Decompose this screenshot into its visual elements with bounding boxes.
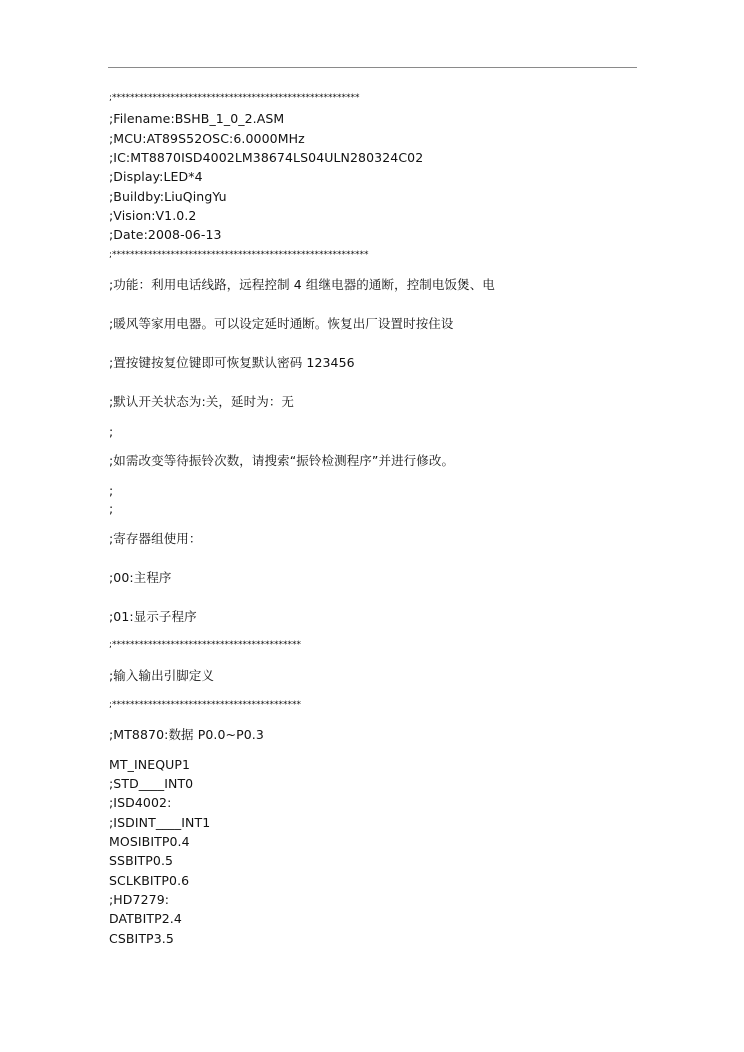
code-line: ;ISD4002: — [109, 795, 172, 810]
filename-line: ;Filename:BSHB_1_0_2.ASM — [109, 111, 285, 126]
code-line: SCLKBITP0.6 — [109, 873, 190, 888]
display-line: ;Display:LED*4 — [109, 169, 203, 184]
code-line: SSBITP0.5 — [109, 853, 174, 868]
header-rule — [108, 67, 637, 68]
buildby-line: ;Buildby:LiuQingYu — [109, 189, 227, 204]
code-line: ;HD7279: — [109, 892, 170, 907]
register-bank-00: ;00:主程序 — [109, 570, 172, 585]
version-line: ;Vision:V1.0.2 — [109, 208, 197, 223]
code-line: MOSIBITP0.4 — [109, 834, 190, 849]
function-line-3: ;置按键按复位键即可恢复默认密码 123456 — [109, 355, 355, 370]
mt8870-line: ;MT8870:数据 P0.0~P0.3 — [109, 727, 264, 742]
comment-separator: ;********************************************************* — [109, 250, 369, 260]
comment-separator: ;****************************************** — [109, 640, 302, 650]
code-line: ;ISDINT____INT1 — [109, 815, 211, 830]
empty-comment-line: ; — [109, 501, 114, 516]
ic-line: ;IC:MT8870ISD4002LM38674LS04ULN280324C02 — [109, 150, 424, 165]
function-line-1: ;功能：利用电话线路，远程控制 4 组继电器的通断，控制电饭煲、电 — [109, 277, 495, 292]
default-state-line: ;默认开关状态为:关，延时为：无 — [109, 394, 295, 409]
empty-comment-line: ; — [109, 483, 114, 498]
code-line: MT_INEQUP1 — [109, 757, 191, 772]
code-line: DATBITP2.4 — [109, 911, 182, 926]
io-pin-heading: ;输入输出引脚定义 — [109, 668, 215, 683]
function-line-2: ;暖风等家用电器。可以设定延时通断。恢复出厂设置时按住设 — [109, 316, 454, 331]
register-bank-heading: ;寄存器组使用： — [109, 531, 202, 546]
comment-separator: ;******************************************************* — [109, 93, 360, 103]
empty-comment-line: ; — [109, 424, 114, 439]
mcu-line: ;MCU:AT89S52OSC:6.0000MHz — [109, 131, 305, 146]
register-bank-01: ;01:显示子程序 — [109, 609, 197, 624]
date-line: ;Date:2008-06-13 — [109, 227, 222, 242]
comment-separator: ;****************************************** — [109, 700, 302, 710]
code-line: ;STD____INT0 — [109, 776, 194, 791]
ring-count-line: ;如需改变等待振铃次数，请搜索“振铃检测程序”并进行修改。 — [109, 453, 455, 468]
code-line: CSBITP3.5 — [109, 931, 174, 946]
